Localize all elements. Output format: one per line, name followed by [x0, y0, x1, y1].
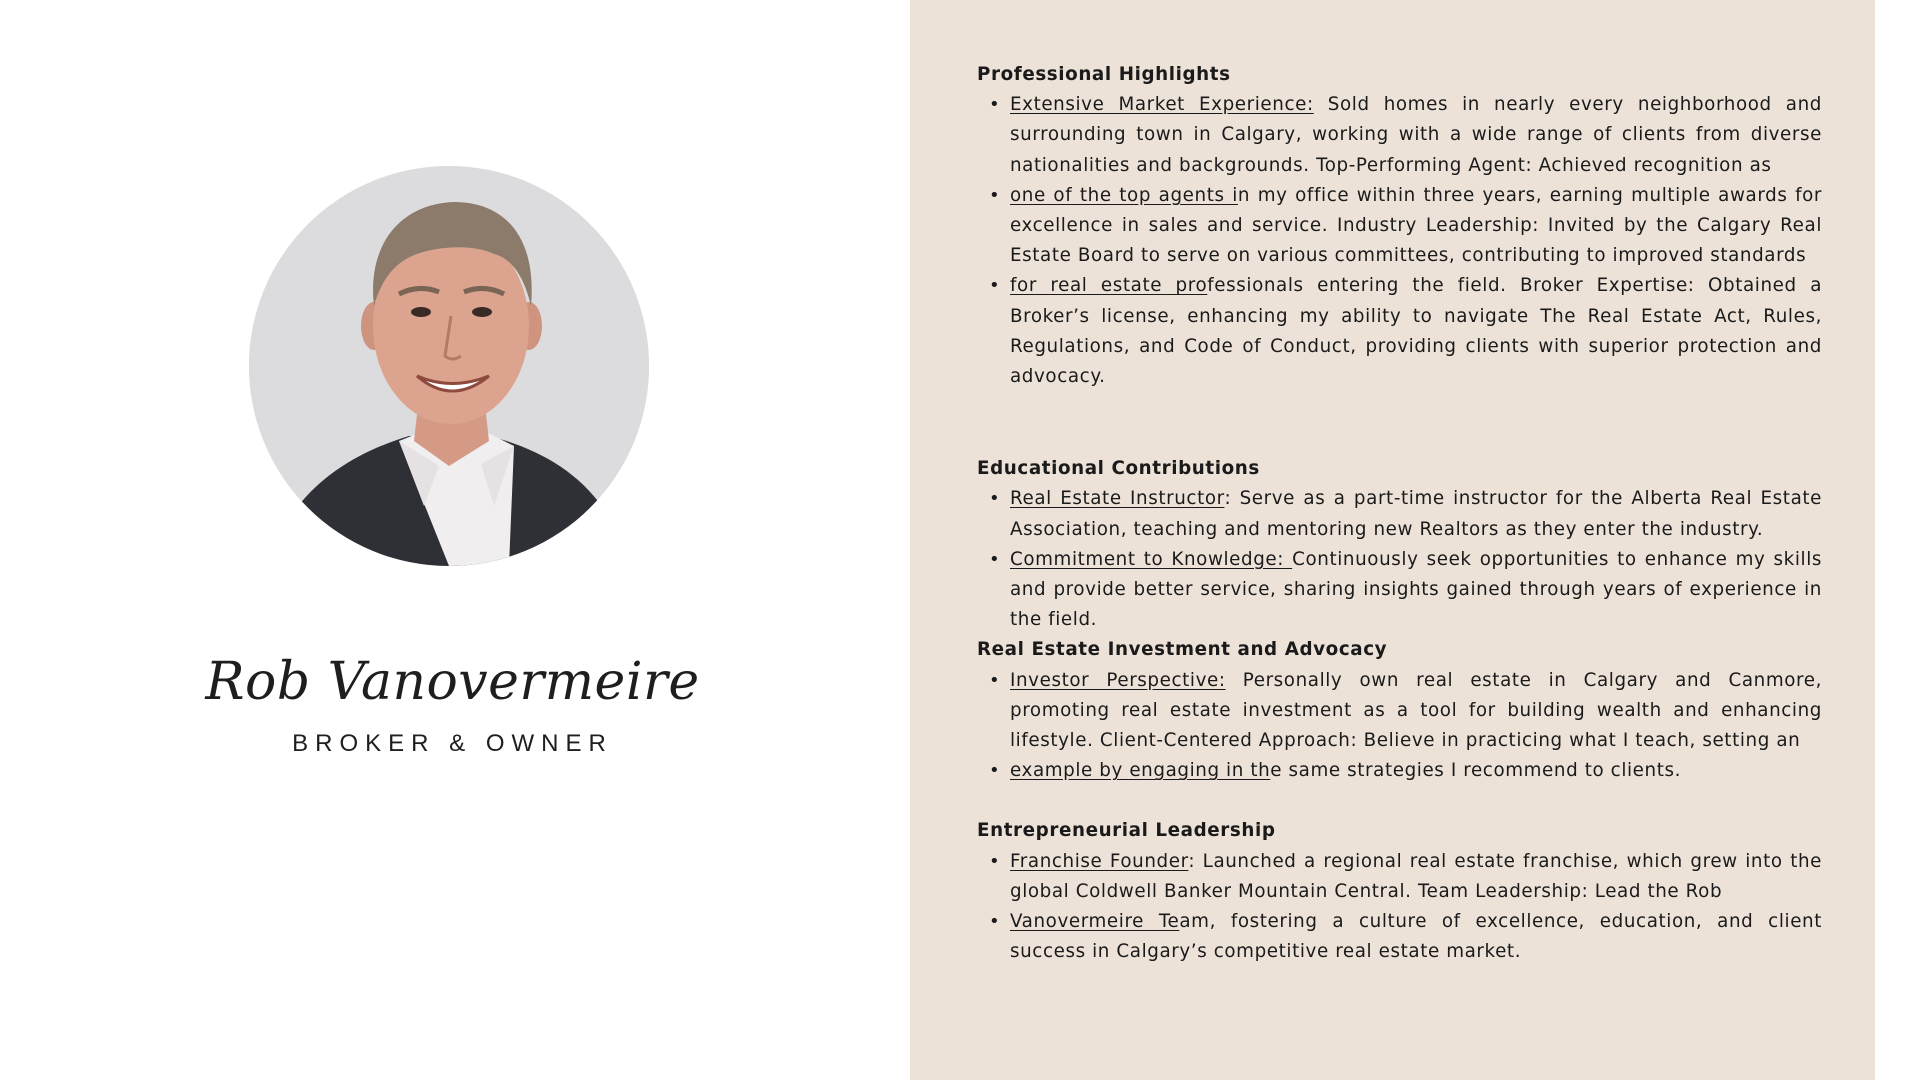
- item-text: Personally own real estate in Calgary and Canmore, promoting real estate investment as a tool for building wealth and enhancing lifestyle. Client-Centered Approach: Believe in practicing what I teach, setting an: [1010, 669, 1822, 752]
- bullet-list: [977, 90, 1822, 392]
- section-educational-contributions: [977, 454, 1822, 635]
- item-label: Commitment to Knowledge:: [1010, 548, 1293, 570]
- section-title: Professional Highlights: [977, 64, 1231, 85]
- spacer: [977, 392, 1822, 454]
- list-item: [977, 545, 1822, 636]
- item-label: for real estate pro: [1010, 275, 1208, 297]
- item-label: Vanovermeire Te: [1010, 911, 1180, 933]
- item-label: Extensive Market Experience:: [1010, 94, 1314, 116]
- agent-title: BROKER & OWNER: [292, 730, 613, 757]
- portrait-photo: [249, 166, 649, 566]
- item-text: fessionals entering the field. Broker Expertise: Obtained a Broker’s license, enhancing my ability to navigate The Real Estate Act, Rules, Regulations, and Code of Conduct, providing clients with superior protection and advocacy.: [1010, 275, 1822, 388]
- list-item: [977, 181, 1822, 272]
- list-item: [977, 907, 1822, 967]
- item-label: Real Estate Instructor: [1010, 488, 1225, 510]
- bullet-list: [977, 847, 1822, 968]
- section-title: Real Estate Investment and Advocacy: [977, 639, 1388, 661]
- item-text: Continuously seek opportunities to enhance my skills and provide better service, sharing insights gained through years of experience in the field.: [1010, 548, 1823, 631]
- portrait-illustration: [249, 166, 649, 566]
- section-title: Entrepreneurial Leadership: [977, 820, 1276, 842]
- item-text: n my office within three years, earning multiple awards for excellence in sales and service. Industry Leadership: Invited by the Calgary Real Estate Board to serve on various committees, contributing to improved standards: [1010, 184, 1823, 267]
- highlights-content: [977, 60, 1822, 967]
- item-label: example by engaging in th: [1010, 760, 1271, 782]
- highlights-panel: [910, 0, 1875, 1080]
- spacer: [977, 786, 1822, 816]
- item-text: : Serve as a part-time instructor for the Alberta Real Estate Association, teaching and mentoring new Realtors as they enter the industry.: [1010, 488, 1822, 540]
- list-item: [977, 756, 1822, 786]
- list-item: [977, 90, 1822, 181]
- item-label: one of the top agents i: [1010, 184, 1238, 206]
- item-text: e same strategies I recommend to clients.: [1270, 760, 1682, 782]
- profile-panel: [0, 0, 910, 1080]
- section-entrepreneurial-leadership: [977, 816, 1822, 967]
- item-label: Investor Perspective:: [1010, 669, 1226, 691]
- bullet-list: [977, 666, 1822, 787]
- item-text: am, fostering a culture of excellence, education, and client success in Calgary’s competitive real estate market.: [1010, 911, 1822, 963]
- item-label: Franchise Founder: [1010, 850, 1189, 872]
- section-professional-highlights: [977, 60, 1822, 392]
- list-item: [977, 847, 1822, 907]
- list-item: [977, 666, 1822, 757]
- item-text: Sold homes in nearly every neighborhood and surrounding town in Calgary, working with a wide range of clients from diverse nationalities and backgrounds. Top-Performing Agent: Achieved recognition as: [1010, 94, 1822, 176]
- section-title: Educational Contributions: [977, 458, 1260, 480]
- item-text: : Launched a regional real estate franchise, which grew into the global Coldwell Banker Mountain Central. Team Leadership: Lead the Rob: [1010, 850, 1822, 902]
- agent-name: Rob Vanovermeire: [205, 652, 700, 712]
- list-item: [977, 484, 1822, 544]
- bullet-list: [977, 484, 1822, 635]
- section-real-estate-investment: [977, 635, 1822, 786]
- list-item: [977, 271, 1822, 392]
